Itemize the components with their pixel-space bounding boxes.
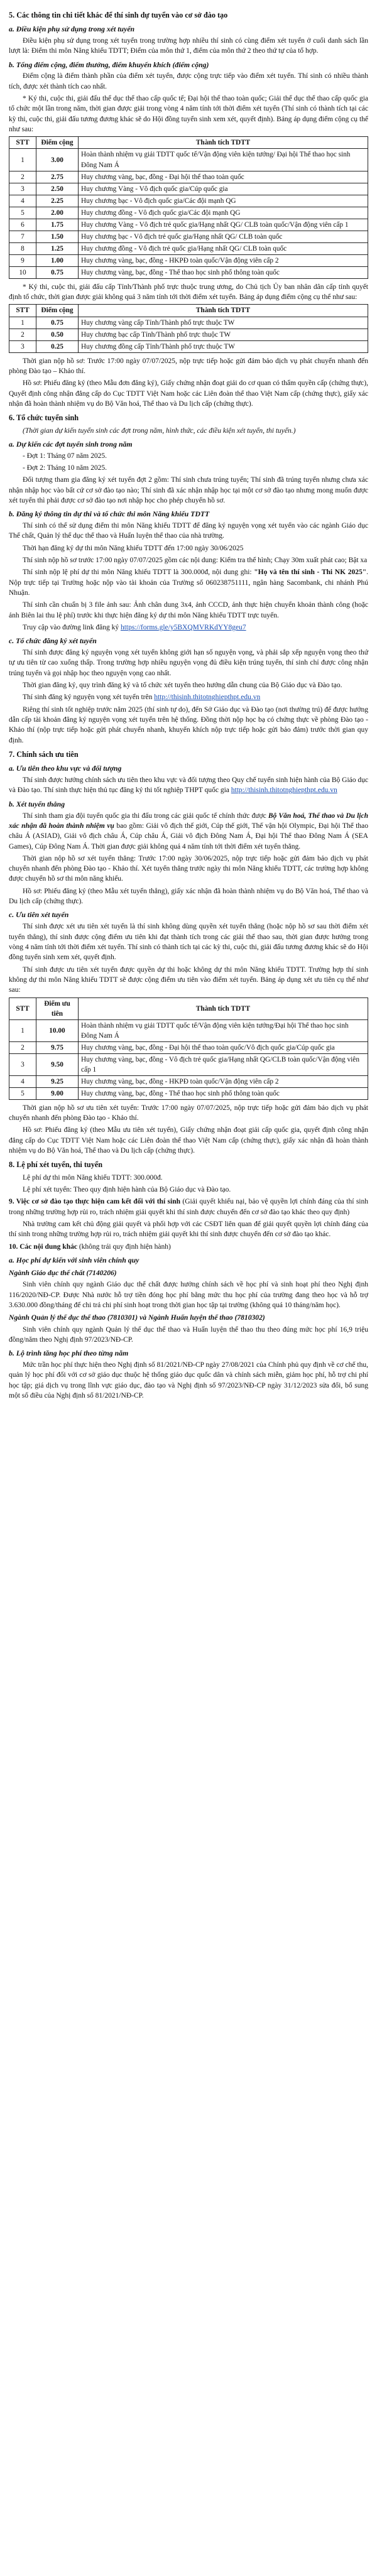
table-row xyxy=(9,149,368,171)
table-row xyxy=(9,231,368,242)
paragraph: Thí sinh có thể sử dụng điểm thi môn Năng khiếu TDTT để đăng ký nguyện vọng xét tuyển vào các ngành Giáo dục Thể chất, Quản lý thể dục thể thao và Huấn luyện thể thao của nhà trường. xyxy=(9,522,368,540)
section-6-title: 6. Tổ chức tuyển sinh xyxy=(9,413,79,423)
cell-achievement: Huy chương bạc cấp Tỉnh/Thành phố trực thuộc TW xyxy=(79,329,368,340)
cell-stt: 7 xyxy=(9,231,36,242)
cell-stt: 3 xyxy=(9,183,36,195)
ministry-confirmation: Bộ Văn hoá, Thể thao và Du lịch xác nhận đã hoàn thành nhiệm vụ xyxy=(9,812,368,830)
paragraph xyxy=(9,692,368,702)
table-row xyxy=(9,329,368,340)
cell-points: 0.75 xyxy=(36,266,79,278)
table-row xyxy=(9,1053,368,1075)
competitions-text: bao gồm: Giải vô địch thế giới, Cúp thế giới, Thế vận hội Olympic, Đại hội Thể thao châu Á (ASIAD), Giải vô địch châu Á, Cúp châu Á, Giải vô địch Đông Nam Á, Đại hội Thể thao Đông Nam Á (SEA Games), Cúp Đông Nam Á. Thời gian được giải không quá 4 năm tính tới thời điểm xét tuyển thẳng. xyxy=(9,822,368,851)
portal-text: Thí sinh đăng ký nguyện vọng xét tuyển trên xyxy=(23,693,155,702)
cell-stt: 2 xyxy=(9,329,36,340)
cell-achievement: Huy chương vàng, bạc, đồng - Thể thao học sinh phổ thông toàn quốc xyxy=(79,1087,368,1099)
section-8-title: 8. Lệ phí xét tuyển, thi tuyển xyxy=(9,1160,102,1170)
cell-points: 9.50 xyxy=(36,1053,79,1075)
table-header-row xyxy=(9,305,368,317)
paragraph: Sinh viên chính quy ngành Quản lý thể dục thể thao và Huấn luyện thể thao thu theo đúng mức học phí 16,9 triệu đồng/năm theo Nghị định 97/2023/NĐ-CP. xyxy=(9,1325,368,1344)
cell-achievement: Hoàn thành nhiệm vụ giải TDTT quốc tế/Vận động viên kiện tướng/ Đại hội Thể thao học sinh Đông Nam Á xyxy=(79,149,368,171)
cell-achievement: Huy chương vàng cấp Tỉnh/Thành phố trực thuộc TW xyxy=(79,317,368,329)
cell-achievement: Huy chương vàng, bạc, đồng - Đại hội thể thao toàn quốc/Vô địch quốc gia/Cúp quốc gia xyxy=(79,1041,368,1053)
col-header-achievement: Thành tích TDTT xyxy=(79,997,368,1019)
cell-points: 9.25 xyxy=(36,1075,79,1087)
cell-points: 0.25 xyxy=(36,340,79,352)
cell-points: 1.50 xyxy=(36,231,79,242)
cell-achievement: Huy chương đồng - Vô địch quốc gia/Các đội mạnh QG xyxy=(79,207,368,219)
paragraph: Thí sinh được ưu tiên xét tuyển được quyền dự thi hoặc không dự thi môn Năng khiếu TDTT. Trường hợp thí sinh không dự thi môn Năng khiếu TDTT sẽ được cộng điểm ưu tiên vào điểm xét tuyển. Bảng áp dụng xét ưu tiên cụ thể như sau: xyxy=(9,965,368,994)
candidate-portal-link[interactable]: http://thisinh.thitotnghiepthpt.edu.vn xyxy=(154,693,261,702)
cell-stt: 1 xyxy=(9,1019,36,1041)
cell-points: 2.50 xyxy=(36,183,79,195)
cell-achievement: Huy chương đồng cấp Tỉnh/Thành phố trực thuộc TW xyxy=(79,340,368,352)
section-7a-title: a. Ưu tiên theo khu vực và đối tượng xyxy=(9,764,122,773)
section-10-heading xyxy=(9,1242,368,1252)
paragraph: Điểm cộng là điểm thành phần của điểm xét tuyển, được cộng trực tiếp vào điểm xét tuyển. Thí sinh có nhiều thành tích, được xét thành tích cao nhất. xyxy=(9,72,368,90)
table-row xyxy=(9,254,368,266)
cell-achievement: Huy chương Vàng - Vô địch quốc gia/Cúp quốc gia xyxy=(79,183,368,195)
cell-stt: 1 xyxy=(9,149,36,171)
section-6b-title: b. Đăng ký thông tin dự thi và tổ chức thi môn Năng khiếu TDTT xyxy=(9,509,210,519)
col-header-stt: STT xyxy=(9,305,36,317)
paragraph: Đối tượng tham gia đăng ký xét tuyển đợt 2 gồm: Thí sinh chưa trúng tuyển; Thí sinh đã trúng tuyển nhưng chưa xác nhận nhập học vào bất cứ cơ sở đào tạo nào; Thí sinh đã xác nhận nhập học tại một cơ sở đào tạo nhưng mong muốn được xét tuyển thì phải được cơ sở đào tạo nơi nhập học cho phép chuyển hồ sơ. xyxy=(9,476,368,504)
table-row xyxy=(9,207,368,219)
table-row xyxy=(9,219,368,231)
table-row xyxy=(9,1075,368,1087)
transfer-note: "Họ và tên thí sinh - Thi NK 2025" xyxy=(254,568,367,577)
cell-achievement: Huy chương đồng - Vô địch trẻ quốc gia/Hạng nhất QG/ CLB toàn quốc xyxy=(79,242,368,254)
section-5a-title: a. Điều kiện phụ sử dụng trong xét tuyển xyxy=(9,24,135,34)
cell-stt: 5 xyxy=(9,207,36,219)
paragraph: Hồ sơ: Phiếu đăng ký (theo Mẫu xét tuyển thẳng), giấy xác nhận đã hoàn thành nhiệm vụ do Bộ Văn hoá, Thể thao và Du lịch cấp (chứng thực). xyxy=(9,887,368,906)
priority-text: Thí sinh được hưởng chính sách ưu tiên theo khu vực và đối tượng theo Quy chế tuyển sinh hiện hành của Bộ Giáo dục và Đào tạo. Thí sinh thực hiện thủ tục đăng ký thi tốt nghiệp THPT quốc gia xyxy=(9,776,368,795)
section-5-title: 5. Các thông tin chi tiết khác để thí sinh dự tuyển vào cơ sở đào tạo xyxy=(9,11,228,19)
cell-achievement: Huy chương vàng, bạc, đồng - HKPĐ toàn quốc/Vận động viên cấp 2 xyxy=(79,254,368,266)
bonus-points-table-provincial xyxy=(9,304,368,352)
cell-stt: 1 xyxy=(9,317,36,329)
paragraph xyxy=(9,567,368,598)
cell-points: 10.00 xyxy=(36,1019,79,1041)
paragraph: Sinh viên chính quy ngành Giáo dục thể chất được hưởng chính sách về học phí và sinh hoạt phí theo Nghị định 116/2020/NĐ-CP. Được Nhà nước hỗ trợ tiền đóng học phí bằng mức thu học phí của trường đang theo học và hỗ trợ 3.630.000 đồng/tháng để chi trả chi phí sinh hoạt trong thời gian học tập tại trường (không quá 10 tháng/năm học). xyxy=(9,1281,368,1309)
paragraph: Thí sinh cần chuẩn bị 3 file ảnh sau: Ảnh chân dung 3x4, ảnh CCCD, ảnh thực hiện chuyển khoản thành công (hoặc ảnh Biên lai thu lệ phí) trước khi thực hiện đăng ký dự thi môn Năng khiếu TDTT trực tuyến. xyxy=(9,601,368,619)
cell-stt: 4 xyxy=(9,195,36,207)
major-physical-education: Ngành Giáo dục thể chất (7140206) xyxy=(9,1268,117,1277)
section-7-title: 7. Chính sách ưu tiên xyxy=(9,750,79,759)
round-2: - Đợt 2: Tháng 10 năm 2025. xyxy=(23,464,107,472)
table-row xyxy=(9,1019,368,1041)
paragraph xyxy=(9,811,368,852)
cell-points: 2.75 xyxy=(36,171,79,183)
cell-achievement: Huy chương vàng, bạc, đồng - Thể thao học sinh phổ thông toàn quốc xyxy=(79,266,368,278)
section-7b-title: b. Xét tuyển thẳng xyxy=(9,799,65,808)
paragraph: Thời gian nộp hồ sơ ưu tiên xét tuyển: Trước 17:00 ngày 07/07/2025, nộp trực tiếp hoặc gửi đảm bảo dịch vụ phát chuyển nhanh đến phòng Đào tạo - Khảo thí. xyxy=(9,1104,368,1122)
paragraph: Nhà trường cam kết chủ động giải quyết và phối hợp với các CSĐT liên quan để giải quyết quyền lợi chính đáng của thí sinh trong những trường hợp rủi ro, trách nhiệm giải quyết khi thí sinh được chuyển đến cơ sở đào tạo khác. xyxy=(9,1220,368,1239)
cell-stt: 8 xyxy=(9,242,36,254)
cell-points: 2.25 xyxy=(36,195,79,207)
cell-stt: 10 xyxy=(9,266,36,278)
section-9-title: 9. Việc cơ sở đào tạo thực hiện cam kết đối với thí sinh xyxy=(9,1198,180,1206)
paragraph: * Ký thi, cuộc thi, giải đấu cấp Tỉnh/Thành phố trực thuộc trung ương, do Chủ tịch Ủy ban nhân dân cấp tỉnh quyết định tổ chức, thời gian được giải không quá 3 năm tính tới thời điểm xét tuyển. Bảng áp dụng điểm cộng cụ thể như sau: xyxy=(9,283,368,302)
cell-achievement: Huy chương bạc - Vô địch trẻ quốc gia/Hạng nhất QG/ CLB toàn quốc xyxy=(79,231,368,242)
cell-achievement: Huy chương bạc - Vô địch quốc gia/Các đội mạnh QG xyxy=(79,195,368,207)
registration-form-link[interactable]: https://forms.gle/y5BXQMVRKdYY8geu7 xyxy=(120,624,246,631)
cell-stt: 2 xyxy=(9,1041,36,1053)
paragraph xyxy=(9,775,368,796)
cell-achievement: Huy chương vàng, bạc, đồng - HKPĐ toàn quốc/Vận động viên cấp 2 xyxy=(79,1075,368,1087)
fee-text: Thí sinh nộp lệ phí dự thi môn Năng khiếu TDTT là 300.000đ, nội dung ghi: xyxy=(23,568,254,577)
paragraph: Thí sinh được đăng ký nguyện vọng xét tuyển không giới hạn số nguyện vọng, và phải sắp xếp nguyện vọng theo thứ tự ưu tiên từ cao xuống thấp. Trong trường hợp nhiều nguyện vọng đủ điều kiện trúng tuyển, thí sinh chỉ được công nhận trúng tuyển và gọi nhập học theo nguyện vọng cao nhất. xyxy=(9,649,368,677)
cell-points: 1.00 xyxy=(36,254,79,266)
paragraph: Thí sinh nộp hồ sơ trước 17:00 ngày 07/07/2025 gồm các nội dung: Kiểm tra thể hình; Chạy 30m xuất phát cao; Bật xa xyxy=(23,557,368,565)
table-row xyxy=(9,242,368,254)
cell-points: 9.75 xyxy=(36,1041,79,1053)
paragraph: Thời gian đăng ký, quy trình đăng ký và tổ chức xét tuyển theo hướng dẫn chung của Bộ Giáo dục và Đào tạo. xyxy=(23,682,342,690)
direct-admission-text: Thí sinh tham gia đội tuyển quốc gia thi đấu trong các giải quốc tế chính thức được xyxy=(23,812,268,820)
col-header-points: Điểm cộng xyxy=(36,305,79,317)
major-sports-management-coaching: Ngành Quản lý thể dục thể thao (7810301) và Ngành Huấn luyện thể thao (7810302) xyxy=(9,1313,265,1322)
paragraph: Thí sinh được xét ưu tiên xét tuyển là thí sinh không dùng quyền xét tuyển thẳng (hoặc nộp hồ sơ sau thời điểm xét tuyển thẳng), thí sinh được cộng điểm ưu tiên khi đạt thành tích trong các giải thể thao sau, thời gian được hưởng trong vòng 4 năm tính tới thời điểm xét tuyển. Thí sinh có thành tích tại các kỳ thi, cuộc thi, giải đấu tương đương khác sẽ do Hội đồng tuyển sinh xem xét, quyết định. xyxy=(9,923,368,962)
paragraph: Điều kiện phụ sử dụng trong xét tuyển trong trường hợp nhiều thí sinh có cùng điểm xét tuyển ở cuối danh sách lần lượt là: Điểm thi môn Năng khiếu TDTT; Điểm của môn thứ 1, điểm của môn thứ 2 theo thứ tự của tổ hợp. xyxy=(9,37,368,55)
section-6-intro: (Thời gian dự kiến tuyển sinh các đợt trong năm, hình thức, các điều kiện xét tuyển, thi tuyển.) xyxy=(23,427,296,435)
section-10-title-rest: (không trái quy định hiện hành) xyxy=(77,1242,171,1251)
cell-achievement: Huy chương Vàng - Vô địch trẻ quốc gia/Hạng nhất QG/ CLB toàn quốc/Vận động viên cấp 1 xyxy=(79,219,368,231)
table-row xyxy=(9,1041,368,1053)
cell-points: 2.00 xyxy=(36,207,79,219)
cell-stt: 3 xyxy=(9,1053,36,1075)
cell-points: 3.00 xyxy=(36,149,79,171)
bank-text: . Nộp trực tiếp tại Trường hoặc nộp vào tài khoản của Trường số 060238751111, ngân hàng Sacombank, chi nhánh Phú Nhuận. xyxy=(9,568,368,597)
section-10a-title: a. Học phí dự kiến với sinh viên chính quy xyxy=(9,1256,139,1265)
paragraph: * Ký thi, cuộc thi, giải đấu thể dục thể thao cấp quốc tế; Đại hội thể thao toàn quốc; Giải thể dục thể thao cấp quốc gia tổ chức một lần trong năm, thời gian được giải trong vòng 4 năm tính tới thời điểm xét tuyển (Thí sinh có thành tích tại các kỳ thi, cuộc thi, giải đấu tương đương khác sẽ do Hội đồng tuyển sinh xem xét, quyết định). Bảng áp dụng điểm cộng cụ thể như sau: xyxy=(9,95,368,134)
exam-portal-link[interactable]: http://thisinh.thitotnghiepthpt.edu.vn xyxy=(231,786,337,795)
paragraph: Riêng thí sinh tốt nghiệp trước năm 2025 (thí sinh tự do), đến Sở Giáo dục và Đào tạo (nơi thường trú) để được hướng dẫn cấp tài khoản đăng ký nguyện vọng xét tuyển trên hệ thống. Đồng thời nộp học bạ có chứng thực về phòng Đào tạo - Khảo thí (nộp trực tiếp hoặc gửi phát chuyển nhanh, khuyến khích nộp trực tiếp hoặc gửi bảo đảm) trước thời gian quy định. xyxy=(9,705,368,744)
table-header-row xyxy=(9,137,368,149)
cell-stt: 6 xyxy=(9,219,36,231)
cell-stt: 5 xyxy=(9,1087,36,1099)
table-row xyxy=(9,195,368,207)
col-header-stt: STT xyxy=(9,997,36,1019)
cell-stt: 9 xyxy=(9,254,36,266)
cell-points: 1.25 xyxy=(36,242,79,254)
cell-stt: 4 xyxy=(9,1075,36,1087)
table-row xyxy=(9,171,368,183)
col-header-points: Điểm cộng xyxy=(36,137,79,149)
table-row xyxy=(9,183,368,195)
section-5b-title: b. Tổng điểm cộng, điểm thưởng, điểm khuyến khích (điểm cộng) xyxy=(9,60,209,69)
round-1: - Đợt 1: Tháng 07 năm 2025. xyxy=(23,452,107,460)
table-row xyxy=(9,266,368,278)
paragraph: Thời hạn đăng ký dự thi môn Năng khiếu TDTT đến 17:00 ngày 30/06/2025 xyxy=(23,544,244,552)
table-row xyxy=(9,317,368,329)
col-header-priority-points: Điểm ưu tiên xyxy=(36,997,79,1019)
col-header-achievement: Thành tích TDTT xyxy=(79,137,368,149)
cell-stt: 3 xyxy=(9,340,36,352)
paragraph: Thời gian nộp hồ sơ xét tuyển thẳng: Trước 17:00 ngày 30/06/2025, nộp trực tiếp hoặc gửi đảm bảo dịch vụ phát chuyển nhanh đến phòng Đào tạo - Khảo thí. Xét tuyển thẳng trước ngày thi môn Năng khiếu TDTT, các trường hợp không được chuyển hồ sơ thi môn năng khiếu. xyxy=(9,854,368,883)
cell-achievement: Huy chương vàng, bạc, đồng - Đại hội thể thao toàn quốc xyxy=(79,171,368,183)
paragraph: Hồ sơ: Phiếu đăng ký (theo Mẫu đơn đăng ký), Giấy chứng nhận đoạt giải do cơ quan có thẩm quyền cấp (chứng thực), Quyết định công nhận đẳng cấp do Cục TDTT Việt Nam hoặc các Liên đoàn thể thao Việt Nam cấp (chứng thực), giấy xác nhận đã hoàn thành nhiệm vụ do Bộ Văn hoá, Thể thao và Du lịch cấp (chứng thực). xyxy=(9,379,368,408)
paragraph: Thời gian nộp hồ sơ: Trước 17:00 ngày 07/07/2025, nộp trực tiếp hoặc gửi đảm bảo dịch vụ phát chuyển nhanh đến phòng Đào tạo – Khảo thí. xyxy=(9,357,368,375)
paragraph: Hồ sơ: Phiếu đăng ký (theo Mẫu ưu tiên xét tuyển), Giấy chứng nhận đoạt giải cấp quốc gia, quyết định công nhận đẳng cấp do Cục TDTT Việt Nam hoặc các Liên đoàn thể thao Việt Nam cấp (chứng thực), giấy xác nhận đã hoàn thành nhiệm vụ do Bộ Văn hoá, Thể thao và Du lịch cấp (chứng thực). xyxy=(9,1126,368,1155)
cell-achievement: Huy chương vàng, bạc, đồng - Vô địch trẻ quốc gia/Hạng nhất QG/CLB toàn quốc/Vận động viên cấp 1 xyxy=(79,1053,368,1075)
priority-points-table xyxy=(9,997,368,1100)
paragraph: Mức trần học phí thực hiện theo Nghị định số 81/2021/NĐ-CP ngày 27/08/2021 của Chính phủ quy định về cơ chế thu, quản lý học phí đối với cơ sở giáo dục thuộc hệ thống giáo dục quốc dân và chính sách miễn, giảm học phí, hỗ trợ chi phí học tập; giá dịch vụ trong lĩnh vực giáo dục, đào tạo và Nghị định số 97/2023/NĐ-CP ngày 31/12/2023 sửa đổi, bổ sung một số điều của Nghị định số 81/2021/NĐ-CP. xyxy=(9,1361,368,1400)
section-7c-title: c. Ưu tiên xét tuyển xyxy=(9,910,69,920)
section-10b-title: b. Lộ trình tăng học phí theo từng năm xyxy=(9,1349,129,1358)
section-10-title: 10. Các nội dung khác xyxy=(9,1242,77,1251)
paragraph: Lệ phí xét tuyển: Theo quy định hiện hành của Bộ Giáo dục và Đào tạo. xyxy=(23,1186,231,1194)
cell-points: 0.50 xyxy=(36,329,79,340)
section-6c-title: c. Tổ chức đăng ký xét tuyển xyxy=(9,636,97,646)
section-6a-title: a. Dự kiến các đợt tuyển sinh trong năm xyxy=(9,439,133,448)
cell-points: 1.75 xyxy=(36,219,79,231)
col-header-achievement: Thành tích TDTT xyxy=(79,305,368,317)
paragraph: Lệ phí dự thi môn Năng khiếu TDTT: 300.000đ. xyxy=(23,1173,163,1182)
table-row xyxy=(9,1087,368,1099)
table-header-row xyxy=(9,997,368,1019)
cell-achievement: Hoàn thành nhiệm vụ giải TDTT quốc tế/Vận động viên kiện tướng/Đại hội Thể thao học sinh Đông Nam Á xyxy=(79,1019,368,1041)
register-text: Truy cập vào đường link đăng ký xyxy=(23,624,121,631)
col-header-stt: STT xyxy=(9,137,36,149)
table-row xyxy=(9,340,368,352)
paragraph xyxy=(9,622,368,633)
cell-points: 9.00 xyxy=(36,1087,79,1099)
cell-stt: 2 xyxy=(9,171,36,183)
bonus-points-table-national xyxy=(9,136,368,278)
cell-points: 0.75 xyxy=(36,317,79,329)
section-9-heading xyxy=(9,1197,368,1217)
section-9-title-rest: (Giải quyết khiếu nại, bảo vệ quyền lợi chính đáng của thí sinh trong những trường hợp rủi ro, trách nhiệm giải quyết khi thí sinh được chuyển đến cơ sở đào tạo khác theo quy định) xyxy=(9,1198,368,1216)
